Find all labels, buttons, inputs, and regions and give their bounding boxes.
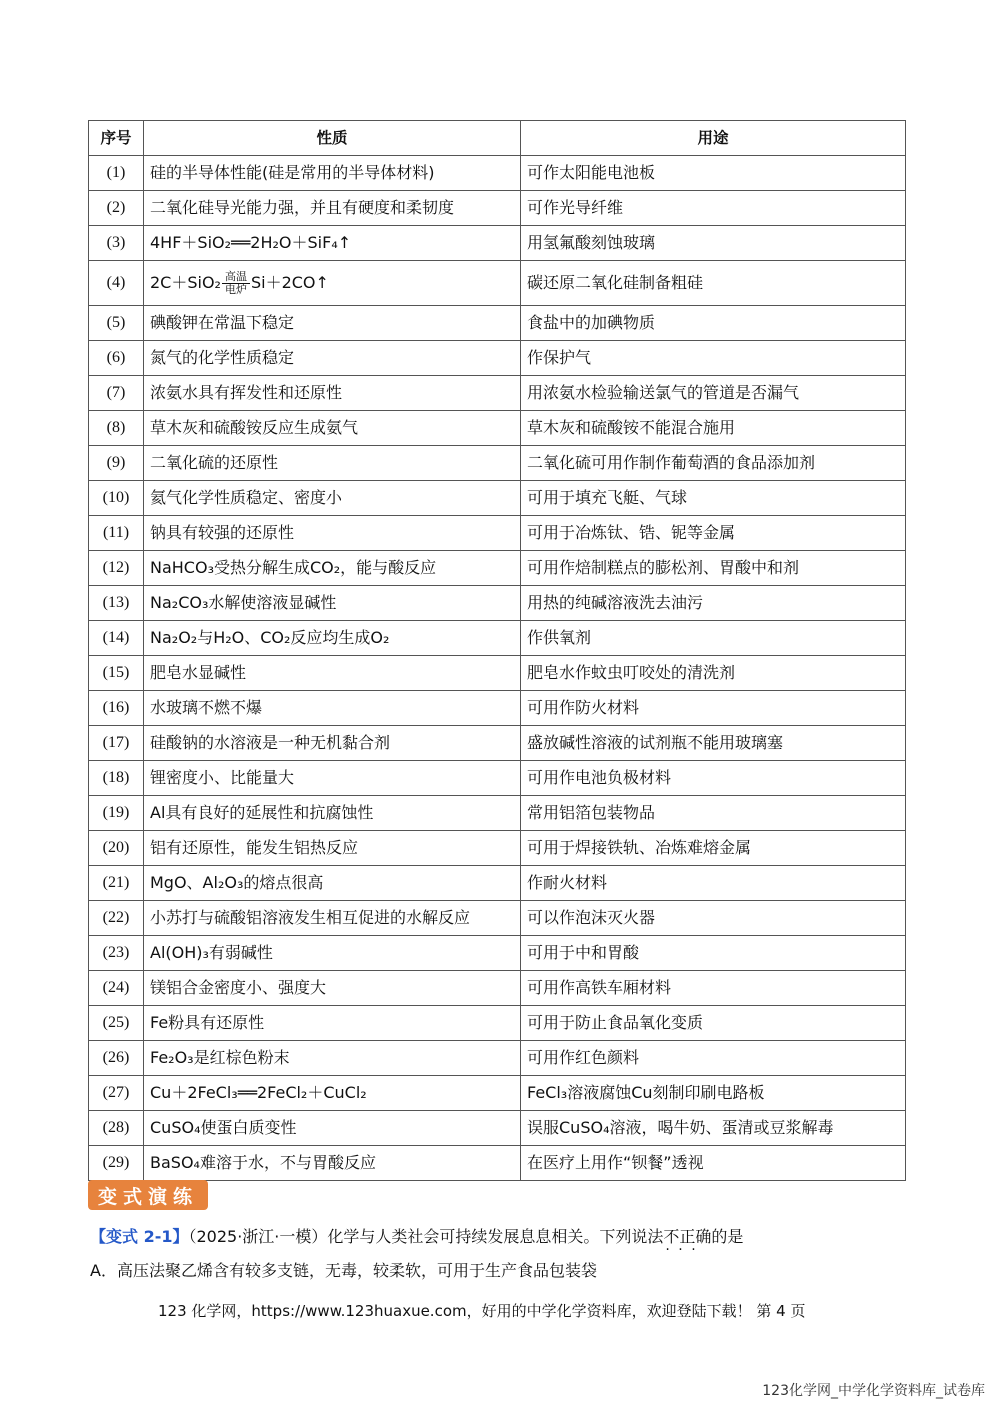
row-number: (25) [89,1006,144,1041]
row-property: 水玻璃不燃不爆 [144,691,521,726]
row-use: 用热的纯碱溶液洗去油污 [521,586,906,621]
row-number: (24) [89,971,144,1006]
table-row [89,726,906,761]
row-property [144,261,521,306]
row-property: 氦气化学性质稳定、密度小 [144,481,521,516]
row-use: 可作太阳能电池板 [521,156,906,191]
row-use: 在医疗上用作“钡餐”透视 [521,1146,906,1181]
row-use: 作保护气 [521,341,906,376]
table-row [89,796,906,831]
header-number: 序号 [89,121,144,156]
table-row [89,516,906,551]
row-number: (28) [89,1111,144,1146]
row-number: (4) [89,261,144,306]
row-use: 误服CuSO₄溶液，喝牛奶、蛋清或豆浆解毒 [521,1111,906,1146]
table-row [89,551,906,586]
table-row [89,866,906,901]
row-number: (7) [89,376,144,411]
row-property: 碘酸钾在常温下稳定 [144,306,521,341]
table-row [89,1041,906,1076]
row-property: 镁铝合金密度小、强度大 [144,971,521,1006]
table-row [89,1006,906,1041]
row-use: 可用于焊接铁轨、冶炼难熔金属 [521,831,906,866]
row-property: Al(OH)₃有弱碱性 [144,936,521,971]
row-use: 可作光导纤维 [521,191,906,226]
table-row [89,656,906,691]
table-row [89,446,906,481]
row-number: (15) [89,656,144,691]
row-property: 钠具有较强的还原性 [144,516,521,551]
row-number: (29) [89,1146,144,1181]
row-number: (21) [89,866,144,901]
row-use: 可用作防火材料 [521,691,906,726]
row-number: (19) [89,796,144,831]
row-number: (26) [89,1041,144,1076]
row-property: 铝有还原性，能发生铝热反应 [144,831,521,866]
row-property: 硅酸钠的水溶液是一种无机黏合剂 [144,726,521,761]
table-row [89,1076,906,1111]
row-use: FeCl₃溶液腐蚀Cu刻制印刷电路板 [521,1076,906,1111]
row-use: 用浓氨水检验输送氯气的管道是否漏气 [521,376,906,411]
row-use: 常用铝箔包装物品 [521,796,906,831]
table-row [89,621,906,656]
reaction-condition [222,271,250,296]
row-number: (12) [89,551,144,586]
table-row [89,586,906,621]
header-property: 性质 [144,121,521,156]
table-row [89,971,906,1006]
table-row [89,481,906,516]
row-use: 作供氧剂 [521,621,906,656]
site-watermark: 123化学网_中学化学资料库_试卷库 [762,1383,985,1399]
table-header-row [89,121,906,156]
row-property: NaHCO₃受热分解生成CO₂，能与酸反应 [144,551,521,586]
row-property: 二氧化硫的还原性 [144,446,521,481]
row-use: 可用作焙制糕点的膨松剂、胃酸中和剂 [521,551,906,586]
question-text-end: 的是 [711,1227,744,1246]
row-use: 碳还原二氧化硅制备粗硅 [521,261,906,306]
table-row [89,376,906,411]
table-row [89,1111,906,1146]
row-use: 作耐火材料 [521,866,906,901]
header-use: 用途 [521,121,906,156]
equation-reactants: 2C＋SiO₂ [150,272,221,292]
row-use: 可用于防止食品氧化变质 [521,1006,906,1041]
row-property: BaSO₄难溶于水，不与胃酸反应 [144,1146,521,1181]
row-number: (14) [89,621,144,656]
question-text: 化学与人类社会可持续发展息息相关。下列说法 [327,1227,664,1246]
table-row [89,261,906,306]
question-tag: 【变式 2-1】 [90,1227,189,1246]
row-use: 肥皂水作蚊虫叮咬处的清洗剂 [521,656,906,691]
row-property: Na₂O₂与H₂O、CO₂反应均生成O₂ [144,621,521,656]
row-use: 草木灰和硫酸铵不能混合施用 [521,411,906,446]
table-row [89,691,906,726]
row-number: (1) [89,156,144,191]
row-number: (5) [89,306,144,341]
equation-products: Si＋2CO↑ [250,272,329,292]
row-property: 草木灰和硫酸铵反应生成氨气 [144,411,521,446]
row-use: 二氧化硫可用作制作葡萄酒的食品添加剂 [521,446,906,481]
table-row [89,831,906,866]
condition-bottom: 电炉 [224,282,247,296]
row-property: 肥皂水显碱性 [144,656,521,691]
row-property: 氮气的化学性质稳定 [144,341,521,376]
row-number: (2) [89,191,144,226]
row-number: (17) [89,726,144,761]
row-use: 可用于填充飞艇、气球 [521,481,906,516]
row-number: (18) [89,761,144,796]
row-property: 二氧化硅导光能力强，并且有硬度和柔韧度 [144,191,521,226]
table-row [89,411,906,446]
table-row [89,936,906,971]
row-property: Al具有良好的延展性和抗腐蚀性 [144,796,521,831]
row-property: 4HF＋SiO₂══2H₂O＋SiF₄↑ [144,226,521,261]
row-property: 浓氨水具有挥发性和还原性 [144,376,521,411]
row-use: 可用作高铁车厢材料 [521,971,906,1006]
table-row [89,306,906,341]
properties-table [88,120,906,1181]
row-number: (6) [89,341,144,376]
table-row [89,341,906,376]
row-property: 硅的半导体性能(硅是常用的半导体材料) [144,156,521,191]
table-row [89,226,906,261]
table-row [89,761,906,796]
row-number: (22) [89,901,144,936]
page-footer: 123 化学网，https://www.123huaxue.com，好用的中学化学资料库，欢迎登陆下载！ 第 4 页 [158,1302,806,1320]
option-a: A．高压法聚乙烯含有较多支链，无毒，较柔软，可用于生产食品包装袋 [90,1261,597,1280]
row-property: 小苏打与硫酸铝溶液发生相互促进的水解反应 [144,901,521,936]
row-number: (3) [89,226,144,261]
row-property: Cu＋2FeCl₃══2FeCl₂＋CuCl₂ [144,1076,521,1111]
table-row [89,156,906,191]
row-number: (20) [89,831,144,866]
row-number: (27) [89,1076,144,1111]
row-use: 盛放碱性溶液的试剂瓶不能用玻璃塞 [521,726,906,761]
row-property: Fe₂O₃是红棕色粉末 [144,1041,521,1076]
row-property: CuSO₄使蛋白质变性 [144,1111,521,1146]
row-use: 可用作电池负极材料 [521,761,906,796]
row-property: Fe粉具有还原性 [144,1006,521,1041]
row-property: Na₂CO₃水解使溶液显碱性 [144,586,521,621]
question-source: （2025·浙江·一模） [188,1227,328,1246]
row-number: (8) [89,411,144,446]
row-number: (10) [89,481,144,516]
practice-banner: 变式演练 [88,1180,208,1210]
table-row [89,901,906,936]
row-number: (9) [89,446,144,481]
row-number: (16) [89,691,144,726]
row-use: 可用于冶炼钛、锆、铌等金属 [521,516,906,551]
row-use: 可用作红色颜料 [521,1041,906,1076]
row-use: 可用于中和胃酸 [521,936,906,971]
row-use: 用氢氟酸刻蚀玻璃 [521,226,906,261]
row-number: (11) [89,516,144,551]
question-stem [90,1224,743,1247]
condition-top: 高温 [222,271,250,284]
row-number: (13) [89,586,144,621]
row-property: MgO、Al₂O₃的熔点很高 [144,866,521,901]
table-row [89,191,906,226]
row-number: (23) [89,936,144,971]
row-property: 锂密度小、比能量大 [144,761,521,796]
table-row [89,1146,906,1181]
row-use: 可以作泡沫灭火器 [521,901,906,936]
question-emphasis: 不正确 · · · [663,1227,711,1246]
row-use: 食盐中的加碘物质 [521,306,906,341]
